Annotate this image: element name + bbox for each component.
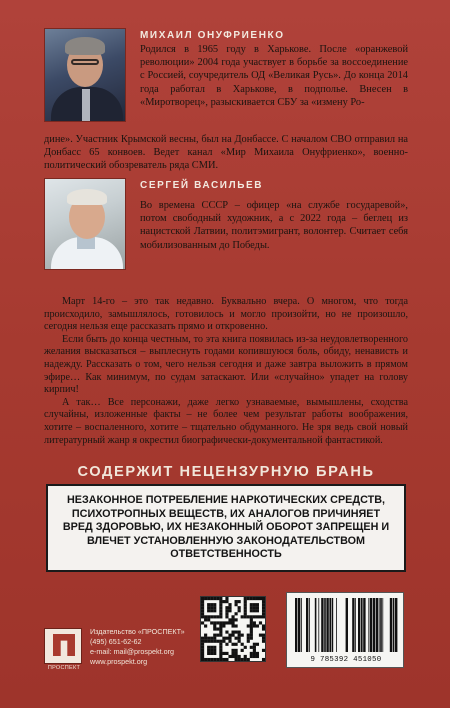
qr-module xyxy=(219,646,222,649)
qr-module xyxy=(225,637,228,640)
qr-module xyxy=(225,609,228,612)
author2-photo-hair xyxy=(67,189,107,205)
qr-module xyxy=(213,606,216,609)
qr-module xyxy=(231,649,234,652)
qr-module xyxy=(201,609,204,612)
qr-module xyxy=(231,652,234,655)
qr-module xyxy=(222,658,225,661)
qr-module xyxy=(235,631,238,634)
qr-module xyxy=(253,649,256,652)
barcode-bar xyxy=(309,598,310,652)
qr-module xyxy=(201,643,204,646)
annotation-paragraph-3: А так… Все персонажи, даже легко узнаваемые, вымышлены, сходства случайны, изложенные факты – не более чем результат работы воображения, хотите – воспаленного, хотите – тщательно обдуманного. Не зря ведь свой новый литературный жанр я окрестил биографически-документальной фантастикой. xyxy=(44,396,408,446)
qr-module xyxy=(231,643,234,646)
qr-module xyxy=(235,612,238,615)
qr-module xyxy=(253,621,256,624)
qr-module xyxy=(244,603,247,606)
qr-module xyxy=(253,615,256,618)
qr-module xyxy=(250,624,253,627)
qr-module xyxy=(207,609,210,612)
qr-module xyxy=(219,652,222,655)
qr-module xyxy=(244,646,247,649)
qr-module xyxy=(213,609,216,612)
qr-module xyxy=(244,612,247,615)
qr-module xyxy=(235,652,238,655)
qr-module xyxy=(238,609,241,612)
qr-module xyxy=(210,615,213,618)
qr-module xyxy=(235,655,238,658)
qr-module xyxy=(222,621,225,624)
qr-module xyxy=(262,603,265,606)
qr-module xyxy=(262,640,265,643)
qr-module xyxy=(253,624,256,627)
barcode-bar xyxy=(324,598,326,652)
qr-module xyxy=(247,597,250,600)
qr-module xyxy=(238,655,241,658)
qr-module xyxy=(228,640,231,643)
qr-module xyxy=(204,597,207,600)
qr-module xyxy=(213,652,216,655)
barcode-bar xyxy=(395,598,397,652)
qr-module xyxy=(204,624,207,627)
qr-module xyxy=(219,612,222,615)
qr-module xyxy=(235,618,238,621)
qr-module xyxy=(241,643,244,646)
barcode-bar xyxy=(346,598,348,652)
qr-module xyxy=(250,618,253,621)
qr-module xyxy=(201,652,204,655)
qr-module xyxy=(219,621,222,624)
barcode-bar xyxy=(376,598,378,652)
qr-module xyxy=(262,606,265,609)
qr-module xyxy=(225,597,228,600)
qr-module xyxy=(262,627,265,630)
qr-module xyxy=(207,646,210,649)
barcode-bar xyxy=(379,598,380,652)
qr-module xyxy=(225,621,228,624)
qr-module xyxy=(222,640,225,643)
qr-module xyxy=(219,655,222,658)
barcode-bar xyxy=(370,598,372,652)
author1-bio-top: Родился в 1965 году в Харькове. После «оранжевой революции» 2004 года участвует в борьбе за воссоединение с Россией, соучредитель ОД «Великая Русь». До конца 2014 года работал в Харькове, в подполье. Внесен в «Миротворец», разыскивается СБУ за «измену Ро- xyxy=(140,44,408,108)
qr-module xyxy=(253,597,256,600)
qr-module xyxy=(256,652,259,655)
qr-module xyxy=(253,609,256,612)
qr-module xyxy=(201,606,204,609)
qr-module xyxy=(222,600,225,603)
barcode-bar xyxy=(382,598,383,652)
qr-module xyxy=(225,600,228,603)
author2-bio: Во времена СССР – офицер «на службе государевой», потом свободный художник, а с 2022 года – беглец из нацистской Латвии, политэмигрант, волонтер. Считает себя мобилизованным до Победы. xyxy=(140,200,408,251)
qr-module xyxy=(250,655,253,658)
barcode-bar xyxy=(298,598,300,652)
qr-module xyxy=(213,658,216,661)
qr-module xyxy=(247,634,250,637)
qr-module xyxy=(241,658,244,661)
publisher-email: e-mail: mail@prospekt.org xyxy=(90,647,174,656)
isbn-number: 9 785392 451050 xyxy=(310,656,382,664)
qr-module xyxy=(225,612,228,615)
qr-module xyxy=(256,624,259,627)
qr-module xyxy=(256,655,259,658)
qr-module xyxy=(216,634,219,637)
qr-module xyxy=(219,640,222,643)
qr-module xyxy=(253,643,256,646)
qr-module xyxy=(228,621,231,624)
barcode-bar xyxy=(355,598,356,652)
author1-photo-glasses xyxy=(71,59,99,65)
qr-module xyxy=(250,652,253,655)
qr-module xyxy=(204,637,207,640)
qr-module xyxy=(262,634,265,637)
qr-module xyxy=(213,621,216,624)
drug-warning-box xyxy=(46,484,406,572)
qr-module xyxy=(253,603,256,606)
barcode-bar xyxy=(321,598,323,652)
qr-module xyxy=(219,627,222,630)
qr-module xyxy=(262,624,265,627)
qr-module xyxy=(238,637,241,640)
qr-module xyxy=(250,603,253,606)
qr-module xyxy=(231,621,234,624)
qr-module xyxy=(259,615,262,618)
barcode-bar xyxy=(352,598,354,652)
qr-module xyxy=(201,637,204,640)
qr-module xyxy=(250,646,253,649)
qr-module xyxy=(225,658,228,661)
qr-module xyxy=(201,646,204,649)
qr-module xyxy=(256,615,259,618)
qr-module xyxy=(235,649,238,652)
qr-module xyxy=(228,606,231,609)
qr-module xyxy=(244,600,247,603)
qr-module xyxy=(204,615,207,618)
qr-module xyxy=(201,600,204,603)
qr-module xyxy=(219,649,222,652)
barcode-bar xyxy=(306,598,308,652)
qr-module xyxy=(210,597,213,600)
barcode-bar xyxy=(295,598,297,652)
qr-module xyxy=(244,655,247,658)
qr-module xyxy=(213,649,216,652)
qr-module xyxy=(204,618,207,621)
drug-warning-text: НЕЗАКОННОЕ ПОТРЕБЛЕНИЕ НАРКОТИЧЕСКИХ СРЕДСТВ, ПСИХОТРОПНЫХ ВЕЩЕСТВ, ИХ АНАЛОГОВ ПРИЧИНЯЕТ ВРЕД ЗДОРОВЬЮ, ИХ НЕЗАКОННЫЙ ОБОРОТ ЗАПРЕЩЕН И ВЛЕЧЕТ УСТАНОВЛЕННУЮ ЗАКОНОДАТЕЛЬСТВОМ ОТВЕТСТВЕННОСТЬ xyxy=(62,494,390,561)
qr-module xyxy=(207,658,210,661)
qr-module xyxy=(235,603,238,606)
qr-module xyxy=(238,606,241,609)
qr-module xyxy=(238,631,241,634)
qr-module xyxy=(201,621,204,624)
profanity-warning-title: СОДЕРЖИТ НЕЦЕНЗУРНУЮ БРАНЬ xyxy=(77,464,375,480)
qr-module xyxy=(253,652,256,655)
qr-module xyxy=(262,637,265,640)
qr-module xyxy=(216,621,219,624)
barcode-bars xyxy=(293,598,399,654)
qr-module xyxy=(210,652,213,655)
qr-module xyxy=(216,615,219,618)
qr-module xyxy=(256,643,259,646)
qr-module xyxy=(244,606,247,609)
qr-module xyxy=(213,634,216,637)
author2-photo xyxy=(44,178,126,270)
qr-module xyxy=(225,652,228,655)
qr-module xyxy=(262,615,265,618)
publisher-phone: (495) 651-62-62 xyxy=(90,637,142,646)
publisher-logo-label: ПРОСПЕКТ xyxy=(47,665,81,671)
qr-module xyxy=(228,609,231,612)
qr-module xyxy=(213,627,216,630)
annotation-paragraph-1: Март 14-го – это так недавно. Буквально вчера. О многом, что тогда происходило, замышлялось, готовилось и могло произойти, но не произошло, сегодня нельзя еще рассказать прямо и откровенно. xyxy=(44,296,408,333)
qr-module xyxy=(201,612,204,615)
barcode-bar xyxy=(318,598,319,652)
qr-module xyxy=(210,609,213,612)
qr-module xyxy=(231,655,234,658)
author1-bio-bottom: дине». Участник Крымской весны, был на Донбассе. С началом СВО отправил на Донбасс 65 конвоев. Ведет канал «Мир Михаила Онуфриенко», военно-политический обозреватель ряда СМИ. xyxy=(44,134,408,172)
qr-module xyxy=(259,621,262,624)
qr-module xyxy=(207,615,210,618)
qr-module xyxy=(241,649,244,652)
qr-module xyxy=(228,603,231,606)
qr-module xyxy=(256,606,259,609)
qr-module xyxy=(213,637,216,640)
qr-module xyxy=(201,649,204,652)
qr-module xyxy=(238,634,241,637)
author1-photo-tie xyxy=(82,89,90,122)
qr-module xyxy=(204,640,207,643)
qr-module xyxy=(228,637,231,640)
qr-module xyxy=(207,637,210,640)
qr-module xyxy=(225,631,228,634)
qr-module xyxy=(250,637,253,640)
qr-module xyxy=(210,646,213,649)
barcode-bar xyxy=(393,598,395,652)
qr-module xyxy=(213,646,216,649)
qr-module xyxy=(210,658,213,661)
barcode-bar xyxy=(368,598,369,652)
qr-module xyxy=(250,631,253,634)
qr-module xyxy=(256,603,259,606)
qr-module xyxy=(210,603,213,606)
qr-module xyxy=(201,603,204,606)
qr-module xyxy=(262,649,265,652)
qr-module xyxy=(228,634,231,637)
qr-module xyxy=(259,597,262,600)
barcode-bar xyxy=(390,598,392,652)
qr-module xyxy=(250,621,253,624)
qr-module xyxy=(259,634,262,637)
qr-module xyxy=(256,609,259,612)
qr-module xyxy=(250,609,253,612)
qr-module xyxy=(262,600,265,603)
qr-module xyxy=(201,655,204,658)
qr-module xyxy=(253,606,256,609)
barcode-bar xyxy=(329,598,331,652)
barcode-bar xyxy=(380,598,382,652)
qr-module xyxy=(250,615,253,618)
qr-module xyxy=(219,658,222,661)
qr-module xyxy=(235,637,238,640)
qr-module xyxy=(219,597,222,600)
qr-module xyxy=(231,615,234,618)
annotation-paragraph-2: Если быть до конца честным, то эта книга появилась из-за неудовлетворенного желания высказаться – выплеснуть годами копившуюся боль, обиду, ненависть и надежду. Рассказать о том, чего нельзя сегодня и даже завтра выложить в прямом эфире… Как минимум, по судам затаскают. Или «случайно» упадет на голову кирпич! xyxy=(44,333,408,396)
qr-module xyxy=(238,658,241,661)
qr-module xyxy=(244,658,247,661)
qr-module xyxy=(262,609,265,612)
qr-module xyxy=(228,655,231,658)
qr-module xyxy=(222,652,225,655)
qr-module xyxy=(213,615,216,618)
qr-module xyxy=(216,640,219,643)
isbn-barcode xyxy=(286,592,404,668)
qr-module xyxy=(247,615,250,618)
publisher-name: Издательство «ПРОСПЕКТ» xyxy=(90,627,185,636)
qr-module xyxy=(201,640,204,643)
publisher-site: www.prospekt.org xyxy=(90,657,148,666)
qr-module xyxy=(241,634,244,637)
qr-module xyxy=(201,658,204,661)
qr-module xyxy=(253,655,256,658)
barcode-bar xyxy=(358,598,360,652)
qr-module xyxy=(219,631,222,634)
qr-module xyxy=(262,612,265,615)
qr-module xyxy=(247,640,250,643)
annotation-text xyxy=(44,296,408,447)
qr-module xyxy=(219,624,222,627)
qr-module xyxy=(250,627,253,630)
barcode-bar xyxy=(361,598,363,652)
qr-module xyxy=(213,640,216,643)
qr-module xyxy=(207,618,210,621)
qr-module xyxy=(219,600,222,603)
qr-module xyxy=(204,658,207,661)
qr-module xyxy=(219,606,222,609)
qr-module xyxy=(222,624,225,627)
qr-module xyxy=(210,606,213,609)
barcode-bar xyxy=(301,598,302,652)
qr-module xyxy=(225,606,228,609)
qr-module xyxy=(222,637,225,640)
qr-code-graphic xyxy=(201,597,265,661)
qr-module xyxy=(235,643,238,646)
qr-module xyxy=(201,615,204,618)
qr-module xyxy=(219,615,222,618)
qr-module xyxy=(225,615,228,618)
qr-module xyxy=(256,597,259,600)
qr-module xyxy=(228,618,231,621)
qr-module xyxy=(262,597,265,600)
qr-module xyxy=(241,615,244,618)
qr-module xyxy=(216,597,219,600)
qr-module xyxy=(207,640,210,643)
author1-photo-hair xyxy=(65,37,105,55)
qr-module xyxy=(216,658,219,661)
qr-module xyxy=(250,597,253,600)
qr-module xyxy=(201,597,204,600)
barcode-bar xyxy=(332,598,334,652)
qr-module xyxy=(219,643,222,646)
qr-module xyxy=(213,624,216,627)
qr-module xyxy=(207,606,210,609)
qr-module xyxy=(231,634,234,637)
qr-module xyxy=(219,603,222,606)
qr-module xyxy=(231,624,234,627)
qr-module xyxy=(247,637,250,640)
qr-module xyxy=(238,640,241,643)
qr-module xyxy=(225,643,228,646)
author1-photo xyxy=(44,28,126,122)
publisher-logo-icon xyxy=(44,628,82,664)
barcode-bar xyxy=(363,598,365,652)
qr-module xyxy=(262,658,265,661)
qr-module xyxy=(207,603,210,606)
qr-module xyxy=(213,603,216,606)
barcode-bar xyxy=(326,598,328,652)
qr-module xyxy=(207,652,210,655)
qr-module xyxy=(216,627,219,630)
author1-name: МИХАИЛ ОНУФРИЕНКО xyxy=(140,30,285,41)
qr-module xyxy=(247,624,250,627)
qr-module xyxy=(207,649,210,652)
qr-module xyxy=(250,606,253,609)
barcode-bar xyxy=(336,598,337,652)
qr-module xyxy=(253,646,256,649)
publisher-logo-shape xyxy=(53,634,75,656)
qr-module xyxy=(210,649,213,652)
qr-module xyxy=(219,634,222,637)
qr-module xyxy=(235,658,238,661)
qr-module xyxy=(238,600,241,603)
qr-module xyxy=(235,600,238,603)
qr-module xyxy=(207,597,210,600)
qr-module xyxy=(244,597,247,600)
qr-module xyxy=(247,658,250,661)
barcode-bar xyxy=(373,598,375,652)
qr-module xyxy=(204,634,207,637)
qr-module xyxy=(250,634,253,637)
author2-name: СЕРГЕЙ ВАСИЛЬЕВ xyxy=(140,180,264,191)
qr-module xyxy=(219,609,222,612)
qr-module xyxy=(210,637,213,640)
qr-module xyxy=(244,609,247,612)
publisher-info xyxy=(90,627,185,667)
qr-code-icon xyxy=(200,596,266,662)
qr-module xyxy=(213,597,216,600)
qr-module xyxy=(210,640,213,643)
qr-module xyxy=(235,624,238,627)
qr-module xyxy=(210,621,213,624)
barcode-bar xyxy=(315,598,317,652)
qr-module xyxy=(231,631,234,634)
qr-module xyxy=(231,618,234,621)
qr-module xyxy=(244,615,247,618)
